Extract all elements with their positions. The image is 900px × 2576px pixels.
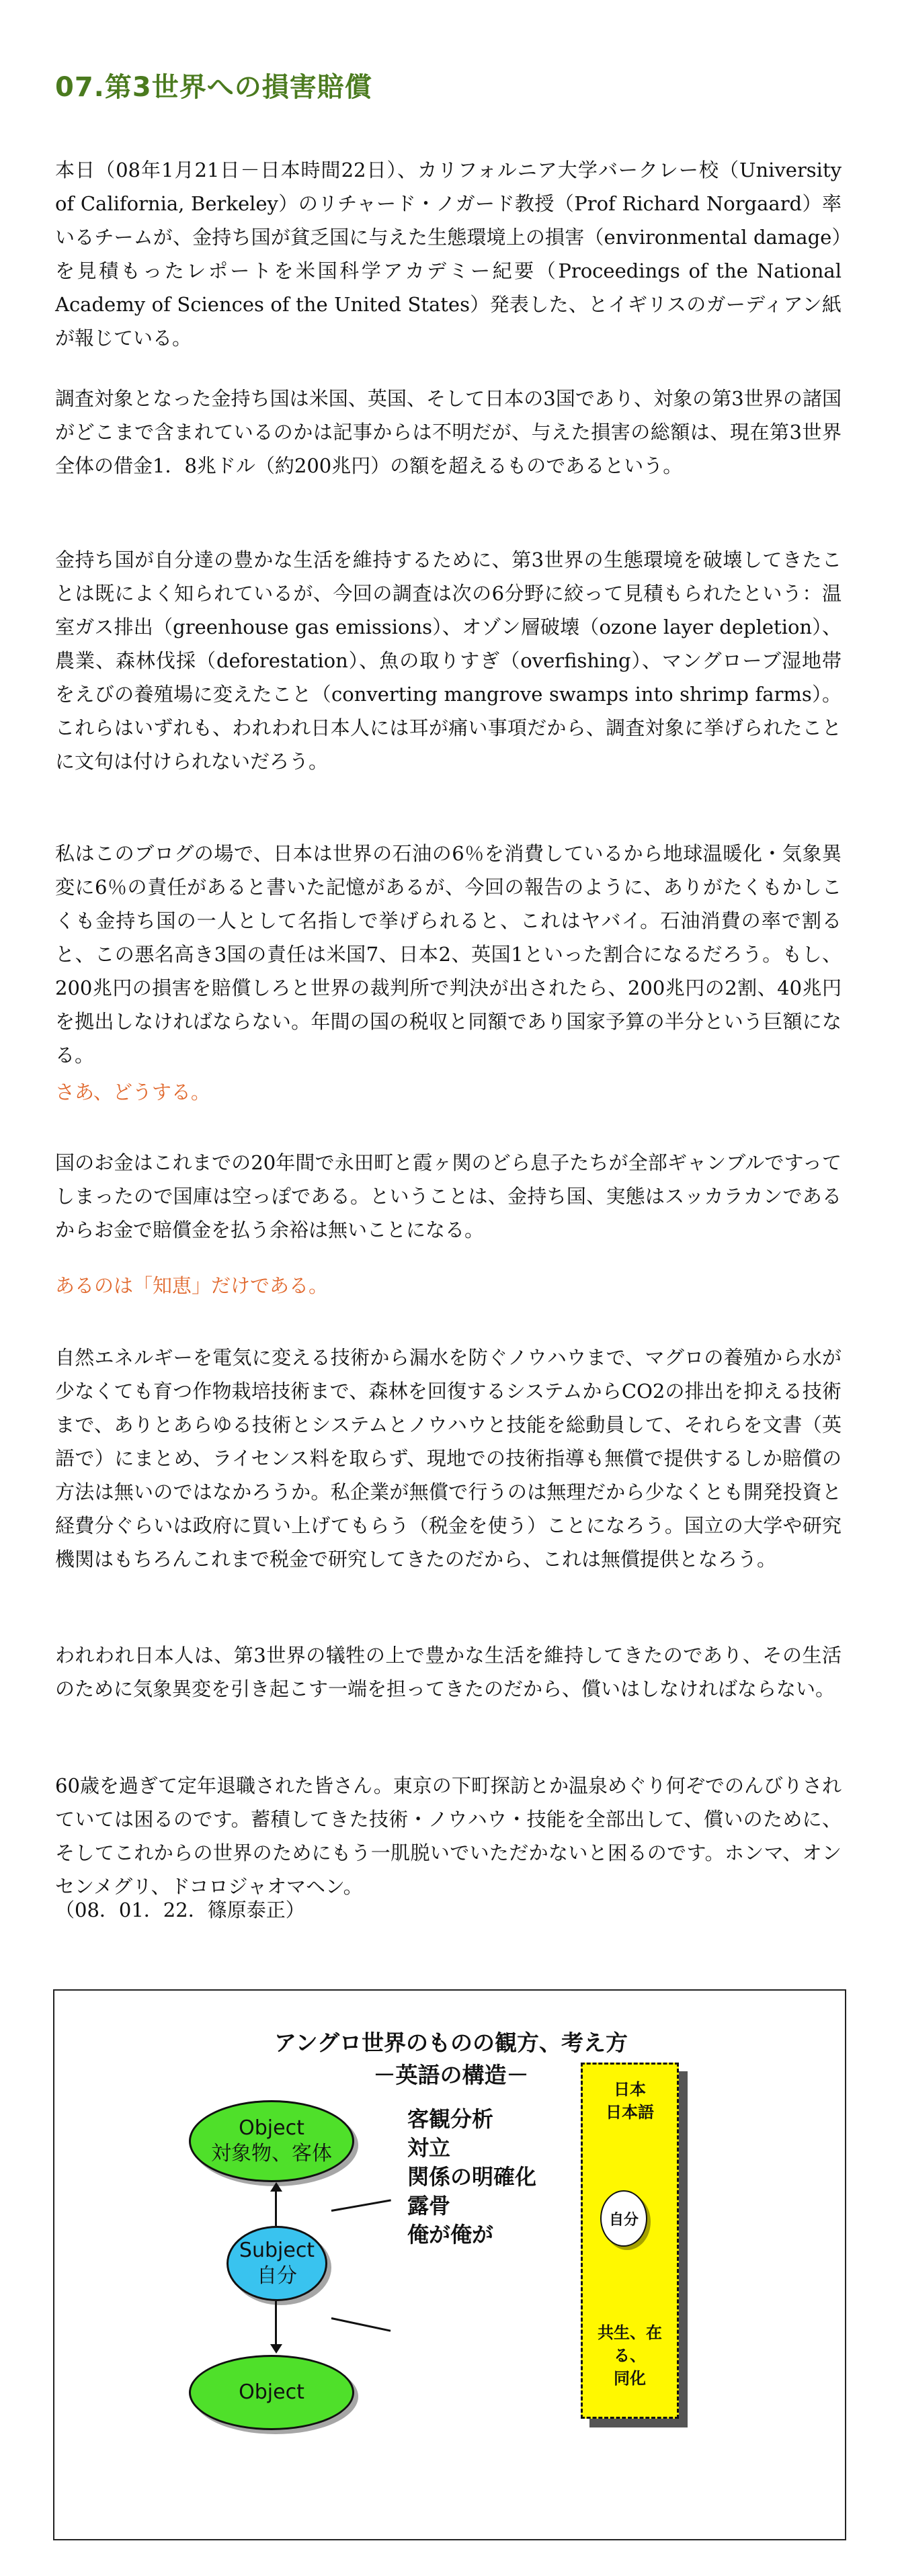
japan-box-bottom bbox=[583, 2321, 677, 2390]
trait-item: 露骨 bbox=[407, 2193, 451, 2218]
arrow-up-line bbox=[275, 2191, 277, 2226]
trait-item: 関係の明確化 bbox=[407, 2164, 537, 2190]
paragraph-3: 金持ち国が自分達の豊かな生活を維持するために、第3世界の生態環境を破壊してきたことは既によく知られているが、今回の調査は次の6分野に絞って見積もられたという：温室ガス排出（greenhouse gas emissions）、オゾン層破壊（ozone layer depletion）、農業、森林伐採（deforestation）、魚の取りすぎ（overfishing）、マングローブ湿地帯をえびの養殖場に変えたこと（converting mangrove swamps into shrimp farms）。これらはいずれも、われわれ日本人には耳が痛い事項だから、調査対象に挙げられたことに文句は付けられないだろう。 bbox=[55, 548, 842, 773]
japan-box bbox=[581, 2063, 679, 2419]
paragraph-7: われわれ日本人は、第3世界の犠牲の上で豊かな生活を維持してきたのであり、その生活のために気象異変を引き起こす一端を担ってきたのだから、償いはしなければならない。 bbox=[55, 1644, 842, 1700]
japan-box-bottom-line1: 共生、在る、 bbox=[598, 2323, 662, 2365]
arrow-down-head bbox=[270, 2344, 282, 2354]
figure-title-line2: －英語の構造－ bbox=[373, 2062, 529, 2088]
trait-item: 客観分析 bbox=[407, 2106, 494, 2132]
trait-item: 対立 bbox=[407, 2135, 451, 2161]
subject-oval-line2: 自分 bbox=[257, 2264, 297, 2288]
connector-line-1 bbox=[331, 2199, 391, 2212]
subject-oval-line1: Subject bbox=[239, 2239, 315, 2262]
diagram-figure bbox=[53, 1989, 846, 2540]
object-oval-top bbox=[189, 2100, 354, 2182]
japan-box-top-line2: 日本語 bbox=[606, 2103, 654, 2122]
subject-oval bbox=[227, 2226, 327, 2301]
article-title: 07.第3世界への損害賠償 bbox=[55, 72, 372, 103]
signature: （08．01．22．篠原泰正） bbox=[55, 1899, 305, 1921]
japan-box-top bbox=[583, 2078, 677, 2124]
paragraph-6: 自然エネルギーを電気に変える技術から漏水を防ぐノウハウまで、マグロの養殖から水が少なくても育つ作物栽培技術まで、森林を回復するシステムからCO2の排出を抑える技術まで、ありとあらゆる技術とシステムとノウハウと技能を総動員して、それらを文書（英語で）にまとめ、ライセンス料を取らず、現地での技術指導も無償で提供するしか賠償の方法は無いのではなかろうか。私企業が無償で行うのは無理だから少なくとも開発投資と経費分ぐらいは政府に買い上げてもらう（税金を使う）ことになろう。国立の大学や研究機関はもちろんこれまで税金で研究してきたのだから、これは無償提供となろう。 bbox=[55, 1346, 842, 1571]
paragraph-1: 本日（08年1月21日－日本時間22日）、カリフォルニア大学バークレー校（University of California, Berkeley）のリチャード・ノガード教授（Prof Richard Norgaard）率いるチームが、金持ち国が貧乏国に与えた生態環境上の損害（environmental damage）を見積もったレポートを米国科学アカデミー紀要（Proceedings of the National Academy of Sciences of the United States）発表した、とイギリスのガーディアン紙が報じている。 bbox=[55, 159, 842, 349]
anglo-traits-list bbox=[407, 2105, 536, 2249]
japan-box-top-line1: 日本 bbox=[614, 2080, 646, 2099]
japan-box-bottom-line2: 同化 bbox=[614, 2369, 646, 2388]
section-heading-2: あるのは「知恵」だけである。 bbox=[55, 1274, 329, 1297]
arrow-up-head bbox=[270, 2182, 282, 2192]
connector-line-2 bbox=[331, 2317, 391, 2332]
paragraph-4: 私はこのブログの場で、日本は世界の石油の6％を消費しているから地球温暖化・気象異変に6％の責任があると書いた記憶があるが、今回の報告のように、ありがたくもかしこくも金持ち国の一人として名指しで挙げられると、これはヤバイ。石油消費の率で割ると、この悪名高き3国の責任は米国7、日本2、英国1といった割合になるだろう。もし、200兆円の損害を賠償しろと世界の裁判所で判決が出されたら、200兆円の2割、40兆円を拠出しなければならない。年間の国の税収と同額であり国家予算の半分という巨額になる。 bbox=[55, 842, 842, 1067]
self-oval-small: 自分 bbox=[600, 2190, 647, 2247]
object-oval-top-line1: Object bbox=[239, 2116, 304, 2140]
figure-title-line1: アングロ世界のものの観方、考え方 bbox=[274, 2030, 628, 2056]
trait-item: 俺が俺が bbox=[407, 2222, 494, 2247]
arrow-down-line bbox=[275, 2301, 277, 2344]
paragraph-2: 調査対象となった金持ち国は米国、英国、そして日本の3国であり、対象の第3世界の諸国がどこまで含まれているのかは記事からは不明だが、与えた損害の総額は、現在第3世界全体の借金1．8兆ドル（約200兆円）の額を超えるものであるという。 bbox=[55, 387, 842, 477]
object-oval-top-line2: 対象物、客体 bbox=[211, 2142, 332, 2165]
paragraph-8: 60歳を過ぎて定年退職された皆さん。東京の下町探訪とか温泉めぐり何ぞでのんびりされていては困るのです。蓄積してきた技術・ノウハウ・技能を全部出して、償いのために、そしてこれからの世界のためにもう一肌脱いでいただかないと困るのです。ホンマ、オンセンメグリ、ドコロジャオマヘン。 bbox=[55, 1774, 842, 1898]
paragraph-5: 国のお金はこれまでの20年間で永田町と霞ヶ関のどら息子たちが全部ギャンブルですってしまったので国庫は空っぽである。ということは、金持ち国、実態はスッカラカンであるからお金で賠償金を払う余裕は無いことになる。 bbox=[55, 1151, 842, 1241]
object-oval-bottom bbox=[189, 2355, 354, 2430]
section-heading-1: さあ、どうする。 bbox=[55, 1081, 210, 1104]
object-oval-bottom-line1: Object bbox=[239, 2380, 304, 2404]
